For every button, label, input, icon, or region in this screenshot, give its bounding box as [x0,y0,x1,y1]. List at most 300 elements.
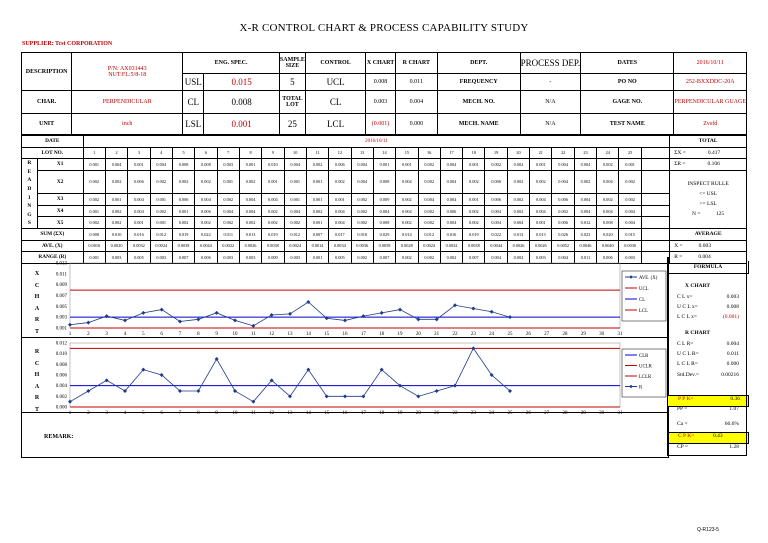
formula-ca: Ca = 66.6% [677,421,739,427]
cl-value: 0.008 [204,91,279,114]
y-tick-label: 0.010 [55,352,67,358]
reading-cell: 0.001 [306,170,328,193]
data-point [196,389,200,393]
sum-r-total: ΣR = 0.106 [670,159,747,171]
sum-x-total: ΣX = 0.417 [670,147,747,159]
x-tick-label: 19 [397,332,403,337]
ave-cell: 0.0014 [306,240,328,252]
data-point [508,315,512,319]
data-point [233,389,237,393]
formula-lcl-x: L C L x= (0.001) [677,314,739,320]
formula-title: FORMULA [667,261,749,274]
reading-cell: 0.001 [463,194,485,206]
sum-cell: 0.013 [530,228,552,240]
reading-cell: 0.004 [485,217,507,229]
reading-cell: 0.002 [463,205,485,217]
data-point [86,321,90,325]
y-tick-label: 0.007 [55,294,67,299]
ave-cell: 0.0020 [105,240,127,252]
x-tick-label: 1 [68,411,72,416]
x-tick-label: 9 [215,411,218,416]
data-point [380,311,384,315]
reading-cell: 0.008 [597,217,619,229]
eng-spec-label: ENG. SPEC. [183,53,280,74]
char-value: PERPENDICULAR [72,91,183,114]
y-tick-label: 0.001 [55,326,67,332]
sum-cell: 0.026 [552,228,574,240]
reading-cell: 0.009 [373,194,395,206]
xbar-total: X = 0.003 [670,240,747,252]
x-tick-label: 25 [507,332,513,337]
char-label: CHAR. [22,91,72,114]
reading-cell: 0.001 [262,170,284,193]
reading-cell: 0.006 [552,194,574,206]
lot-number: 24 [597,147,619,159]
usl-label: USL [183,74,204,91]
lot-number: 5 [172,147,194,159]
x-tick-label: 22 [452,332,458,337]
x-tick-label: 12 [269,411,275,416]
x-tick-label: 7 [178,411,182,416]
data-point [233,318,237,322]
unit-label: UNIT [22,114,72,135]
lot-number: 20 [507,147,529,159]
range-cell: 0.004 [552,252,574,264]
reading-blank [641,159,669,171]
lcl-label: LCL [305,114,365,135]
legend-label: UCL [639,286,649,292]
reading-cell: 0.004 [574,205,596,217]
lot-number: 17 [440,147,462,159]
data-point [398,308,402,312]
x-tick-label: 1 [68,332,72,337]
lot-number: 16 [418,147,440,159]
reading-cell: 0.004 [329,217,351,229]
range-cell: 0.001 [306,252,328,264]
x-tick-label: 15 [324,411,330,416]
r-chart-svg [22,337,668,416]
range-cell: 0.006 [597,252,619,264]
data-point [453,384,457,388]
reading-cell: 0.001 [530,217,552,229]
range-cell: 0.004 [485,252,507,264]
formula-cpk: C P K= 0.43 [667,432,749,444]
ave-blank [641,240,669,252]
y-tick-label: 0.003 [55,315,67,321]
reading-cell: 0.001 [306,217,328,229]
lcl-x-value: (0.001) [366,114,396,135]
range-cell: 0.003 [150,252,172,264]
reading-cell: 0.001 [284,194,306,206]
reading-cell: 0.004 [574,159,596,171]
reading-cell: 0.004 [239,194,261,206]
formula-r-chart-label: R CHART [685,330,711,336]
reading-cell: 0.004 [284,205,306,217]
data-point [196,317,200,321]
x-tick-label: 27 [544,411,550,416]
sum-cell: 0.008 [83,228,105,240]
lot-number: 14 [373,147,395,159]
ave-cell: 0.0034 [329,240,351,252]
x-tick-label: 19 [397,411,403,416]
reading-cell: 0.002 [418,217,440,229]
lot-number: 13 [351,147,373,159]
r-chart-panel [21,337,669,416]
sum-cell: 0.017 [329,228,351,240]
x-tick-label: 14 [305,411,311,416]
sum-cell: 0.022 [195,228,217,240]
ucl-r-value: 0.011 [395,74,437,91]
reading-cell: 0.001 [239,159,261,171]
data-point [343,318,347,322]
x-tick-label: 31 [617,411,623,416]
sum-cell: 0.013 [239,228,261,240]
data-point [343,394,347,398]
cl-control-label: CL [305,91,365,114]
reading-cell: 0.004 [105,159,127,171]
x-tick-label: 21 [434,332,440,337]
x-tick-label: 9 [215,332,218,337]
range-cell: 0.006 [195,252,217,264]
reading-cell: 0.002 [284,217,306,229]
range-cell: 0.002 [351,252,373,264]
x-tick-label: 26 [525,411,531,416]
y-tick-label: 0.000 [55,405,67,411]
reading-cell: 0.002 [195,170,217,193]
reading-label: X4 [37,205,83,217]
x-tick-label: 15 [324,332,330,337]
range-cell: 0.009 [262,252,284,264]
x-tick-label: 28 [562,411,568,416]
data-point [435,389,439,393]
header-table [21,52,747,135]
range-cell: 0.002 [440,252,462,264]
sum-cell: 0.007 [306,228,328,240]
mech-name-label: MECH. NAME [437,114,520,135]
reading-cell: 0.006 [195,205,217,217]
range-cell: 0.003 [239,252,261,264]
reading-cell: 0.004 [150,159,172,171]
reading-cell: 0.008 [373,217,395,229]
formula-x-chart-label: X CHART [685,283,711,289]
lot-number: 6 [195,147,217,159]
formula-ucl-r: U C L R= 0.011 [677,351,739,357]
lot-number: 21 [530,147,552,159]
x-tick-label: 13 [287,332,293,337]
x-tick-label: 25 [507,411,513,416]
x-tick-label: 8 [197,411,200,416]
remark-box [21,412,669,458]
reading-cell: 0.003 [217,159,239,171]
x-tick-label: 2 [87,411,90,416]
ave-cell: 0.0026 [507,240,529,252]
x-chart-panel [21,257,669,338]
reading-cell: 0.002 [150,205,172,217]
lot-number: 7 [217,147,239,159]
range-cell: 0.003 [530,252,552,264]
x-tick-label: 20 [415,332,421,337]
data-point [270,313,274,317]
reading-cell: 0.001 [128,217,150,229]
reading-cell: 0.002 [485,159,507,171]
x-tick-label: 5 [142,411,145,416]
cl-r-value: 0.004 [395,91,437,114]
ucl-label: UCL [305,74,365,91]
x-tick-label: 18 [379,411,385,416]
range-cell: 0.007 [463,252,485,264]
data-point [123,318,127,322]
reading-cell: 0.002 [351,194,373,206]
lot-number: 19 [485,147,507,159]
ave-cell: 0.0058 [373,240,395,252]
reading-cell: 0.004 [373,205,395,217]
reading-cell: 0.004 [128,194,150,206]
lot-number: 11 [306,147,328,159]
sum-blank [641,228,669,240]
average-label: AVERAGE [670,228,747,240]
y-tick-label: 0.005 [55,304,67,310]
reading-cell: 0.002 [418,205,440,217]
cl-label: CL [183,91,204,114]
reading-cell: 0.004 [530,205,552,217]
gage-no-label: GAGE NO. [581,91,674,114]
reading-cell: 0.004 [351,159,373,171]
y-tick-label: 0.002 [55,394,67,400]
reading-cell: 0.004 [262,194,284,206]
inspect-rule: INSPECT RULLE <= USL >= LSL N = 125 [670,170,747,228]
data-point [178,320,182,324]
lsl-value: 0.001 [204,114,279,135]
x-tick-label: 28 [562,332,568,337]
ave-cell: 0.0046 [574,240,596,252]
ave-cell: 0.0044 [195,240,217,252]
x-tick-label: 7 [178,332,182,337]
formula-cl-r: C L R= 0.004 [677,341,739,347]
x-tick-label: 13 [287,411,293,416]
data-point [105,378,109,382]
sum-cell: 0.023 [574,228,596,240]
sum-cell: 0.010 [105,228,127,240]
reading-cell: 0.002 [105,205,127,217]
reading-cell: 0.001 [284,170,306,193]
range-cell: 0.001 [83,252,105,264]
date-value: 2016/10/11 [83,136,670,148]
ave-cell: 0.0026 [530,240,552,252]
range-cell: 0.003 [105,252,127,264]
y-tick-label: 0.012 [55,341,67,347]
reading-cell: 0.004 [329,205,351,217]
readings-side-label: R E A D I N G S [22,159,38,229]
reading-cell: 0.008 [373,170,395,193]
reading-cell: 0.004 [597,205,619,217]
x-tick-label: 4 [123,411,127,416]
ave-label: AVE. (X) [22,240,84,252]
ave-cell: 0.0016 [83,240,105,252]
reading-cell: 0.004 [440,194,462,206]
y-tick-label: 0.004 [55,384,67,390]
description-value: P/N: AX031443 NUT:FL:5/8-18 [72,53,183,91]
reading-cell: 0.006 [172,194,194,206]
x-tick-label: 31 [617,332,623,337]
lcl-r-value: 0.000 [395,114,437,135]
reading-cell: 0.004 [440,159,462,171]
ave-cell: 0.0040 [597,240,619,252]
reading-cell: 0.001 [83,205,105,217]
reading-cell: 0.010 [262,159,284,171]
reading-cell: 0.002 [105,217,127,229]
formula-ppk: P P K= 0.36 [667,395,749,407]
reading-label: X2 [37,170,83,193]
reading-cell: 0.001 [150,217,172,229]
legend-label: UCLR [639,364,652,370]
y-tick-label: 0.008 [55,362,67,368]
reading-cell: 0.002 [574,170,596,193]
reading-cell: 0.001 [172,205,194,217]
formula-border [667,257,747,456]
formula-pp: PP = 1.07 [677,406,739,412]
reading-cell: 0.002 [418,159,440,171]
po-no-label: PO NO [581,74,674,91]
frequency-label: FREQUENCY [437,74,520,91]
reading-cell: 0.002 [507,159,529,171]
reading-cell: 0.002 [329,170,351,193]
reading-cell: 0.004 [284,159,306,171]
page-title: X-R CONTROL CHART & PROCESS CAPABILITY STUDY [239,22,529,34]
description-label: DESCRIPTION [22,53,72,91]
sum-cell: 0.016 [440,228,462,240]
mech-no-label: MECH. NO. [437,91,520,114]
form-id: Q-R123-5 [697,527,719,533]
plot-area [70,263,620,328]
reading-cell: 0.002 [150,170,172,193]
x-tick-label: 17 [360,332,366,337]
reading-cell: 0.004 [195,194,217,206]
reading-cell: 0.002 [396,217,418,229]
data-point [215,311,219,315]
control-label: CONTROL [305,53,365,74]
reading-cell: 0.002 [418,170,440,193]
reading-cell: 0.006 [128,170,150,193]
reading-cell: 0.002 [83,217,105,229]
dept-value: PROCESS DEP. [520,53,581,74]
x-tick-label: 14 [305,332,311,337]
reading-cell: 0.002 [239,217,261,229]
data-point [471,307,475,311]
ave-cell: 0.0032 [440,240,462,252]
y-tick-label: 0.006 [55,373,67,379]
lot-number: 12 [329,147,351,159]
x-tick-label: 8 [197,332,200,337]
reading-cell: 0.002 [239,170,261,193]
ave-cell: 0.0024 [150,240,172,252]
reading-cell: 0.002 [306,159,328,171]
lsl-label: LSL [183,114,204,135]
gage-no-value: PERPENDICULAR GUAGE [674,91,747,114]
x-chart-label: X CHART [366,53,396,74]
reading-cell: 0.004 [619,217,641,229]
x-chart-side-label: X C H A R T [34,271,40,335]
total-lot-value: 25 [279,114,305,135]
lot-number: 23 [574,147,596,159]
data-point [160,308,164,312]
ave-cell: 0.0038 [463,240,485,252]
reading-cell: 0.004 [396,170,418,193]
ave-cell: 0.0022 [217,240,239,252]
x-tick-label: 29 [580,332,586,337]
data-point [68,400,72,404]
reading-cell: 0.002 [597,159,619,171]
x-tick-label: 21 [434,411,440,416]
ave-cell: 0.0036 [351,240,373,252]
x-tick-label: 4 [123,332,127,337]
ave-cell: 0.0030 [619,240,641,252]
ave-cell: 0.0028 [396,240,418,252]
data-point [68,323,72,327]
x-tick-label: 10 [232,411,238,416]
range-cell: 0.002 [507,252,529,264]
lot-number: 2 [105,147,127,159]
legend-label: R [639,385,643,391]
lot-number: 18 [463,147,485,159]
reading-cell: 0.004 [552,159,574,171]
series-line [70,348,510,401]
reading-cell: 0.004 [440,170,462,193]
reading-cell: 0.006 [552,217,574,229]
reading-cell: 0.002 [530,170,552,193]
sum-cell: 0.014 [396,228,418,240]
reading-cell: 0.001 [128,159,150,171]
x-chart-svg [22,257,668,337]
ave-cell: 0.0024 [418,240,440,252]
reading-cell: 0.001 [373,159,395,171]
sum-cell: 0.011 [217,228,239,240]
reading-blank [641,217,669,229]
range-cell: 0.011 [574,252,596,264]
x-tick-label: 5 [142,332,145,337]
x-tick-label: 30 [599,332,605,337]
sum-cell: 0.012 [418,228,440,240]
range-cell: 0.003 [284,252,306,264]
x-tick-label: 26 [525,332,531,337]
lot-number: 15 [396,147,418,159]
x-tick-label: 17 [360,411,366,416]
reading-cell: 0.002 [619,194,641,206]
x-tick-label: 10 [232,332,238,337]
reading-cell: 0.004 [597,170,619,193]
legend-label: LCL [639,308,649,314]
range-cell: 0.003 [619,252,641,264]
date-label: DATE [22,136,84,148]
reading-cell: 0.006 [329,159,351,171]
reading-cell: 0.001 [306,194,328,206]
ave-cell: 0.0026 [239,240,261,252]
lot-number: 10 [284,147,306,159]
range-label: RANGE (R) [22,252,84,264]
x-tick-label: 11 [250,332,256,337]
reading-cell: 0.006 [485,170,507,193]
reading-cell: 0.002 [552,205,574,217]
reading-cell: 0.004 [128,205,150,217]
reading-blank [641,205,669,217]
usl-value: 0.015 [204,74,279,91]
x-tick-label: 27 [544,332,550,337]
y-tick-label: 0.009 [55,283,67,289]
sum-cell: 0.019 [172,228,194,240]
reading-cell: 0.001 [463,159,485,171]
reading-cell: 0.001 [329,194,351,206]
reading-cell: 0.002 [262,217,284,229]
reading-cell: 0.002 [507,170,529,193]
